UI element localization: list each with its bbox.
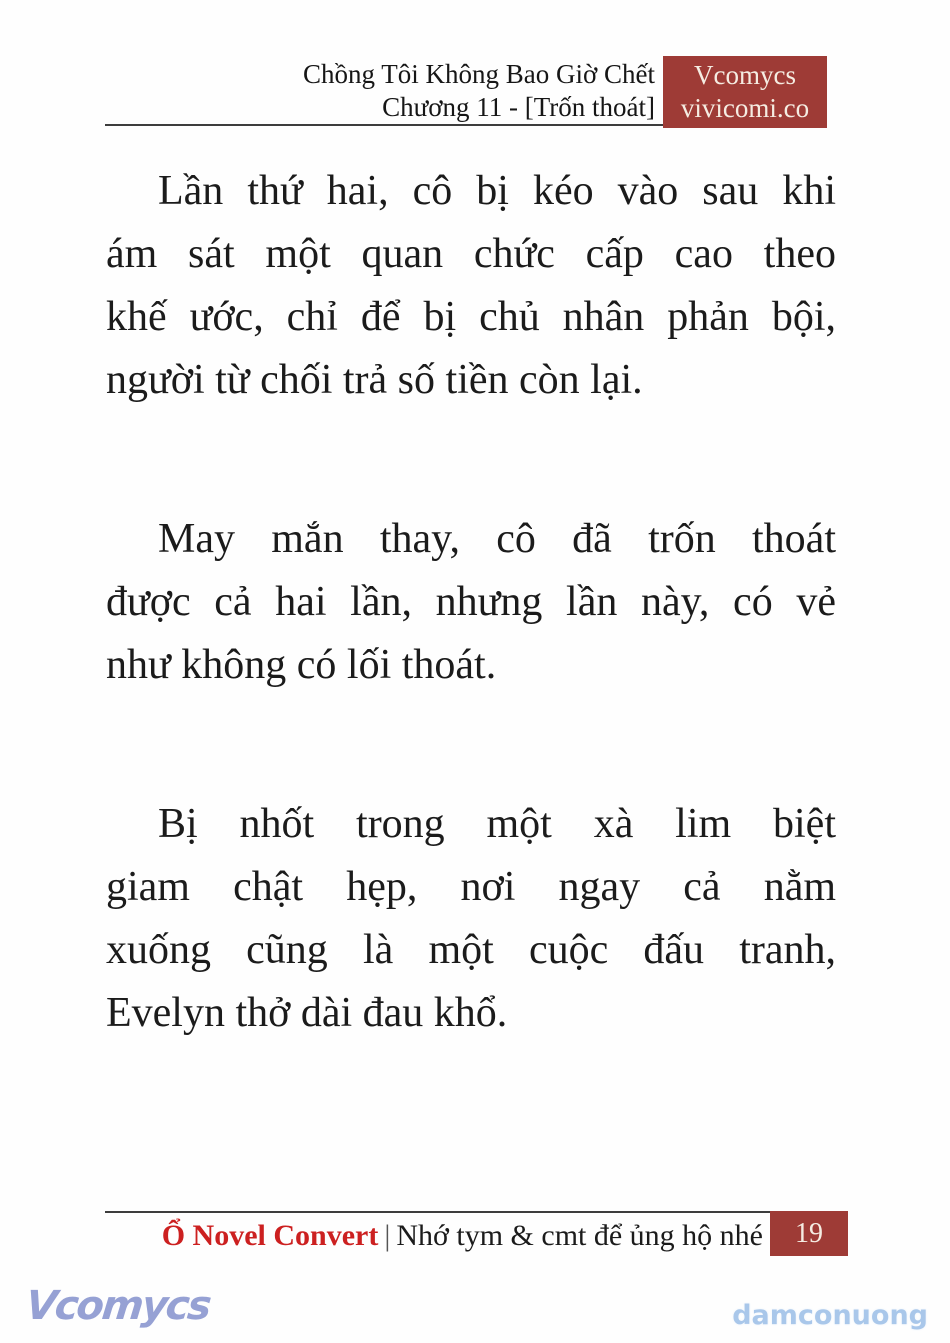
brand-name: Vcomycs (694, 60, 796, 90)
body-line: Evelyn thở dài đau khổ. (106, 990, 508, 1036)
body-text (106, 160, 836, 1045)
footer-separator: | (384, 1219, 391, 1252)
body-line: Bị nhốt trong một xà lim biệt (158, 801, 836, 847)
body-line: May mắn thay, cô đã trốn thoát (158, 516, 836, 562)
header-brand-box (663, 56, 827, 128)
footer-credit (105, 1218, 763, 1254)
body-line: ám sát một quan chức cấp cao theo (106, 231, 836, 277)
body-line: như không có lối thoát. (106, 642, 497, 688)
book-title: Chồng Tôi Không Bao Giờ Chết (302, 59, 655, 89)
body-line: xuống cũng là một cuộc đấu tranh, (106, 927, 836, 973)
footer-note: Nhớ tym & cmt để ủng hộ nhé (396, 1219, 763, 1252)
body-line: giam chật hẹp, nơi ngay cả nằm (106, 864, 836, 910)
damconuong-watermark: damconuong (732, 1300, 928, 1331)
brand-site: vivicomi.co (680, 93, 810, 123)
page-number-badge (770, 1211, 848, 1256)
body-line: Lần thứ hai, cô bị kéo vào sau khi (158, 168, 836, 214)
body-line: người từ chối trả số tiền còn lại. (106, 357, 643, 403)
paragraph (106, 508, 836, 697)
chapter-title: Chương 11 - [Trốn thoát] (382, 92, 655, 122)
paragraph (106, 793, 836, 1045)
paragraph (106, 160, 836, 412)
page-number: 19 (795, 1217, 823, 1249)
vcomycs-logo-watermark: Vcomycs (23, 1283, 212, 1329)
footer-divider (105, 1211, 770, 1213)
body-line: được cả hai lần, nhưng lần này, có vẻ (106, 579, 836, 625)
footer-brand: Ổ Novel Convert (161, 1219, 379, 1252)
header-title-block (105, 58, 655, 124)
header-divider (105, 124, 663, 126)
body-line: khế ước, chỉ để bị chủ nhân phản bội, (106, 294, 836, 340)
